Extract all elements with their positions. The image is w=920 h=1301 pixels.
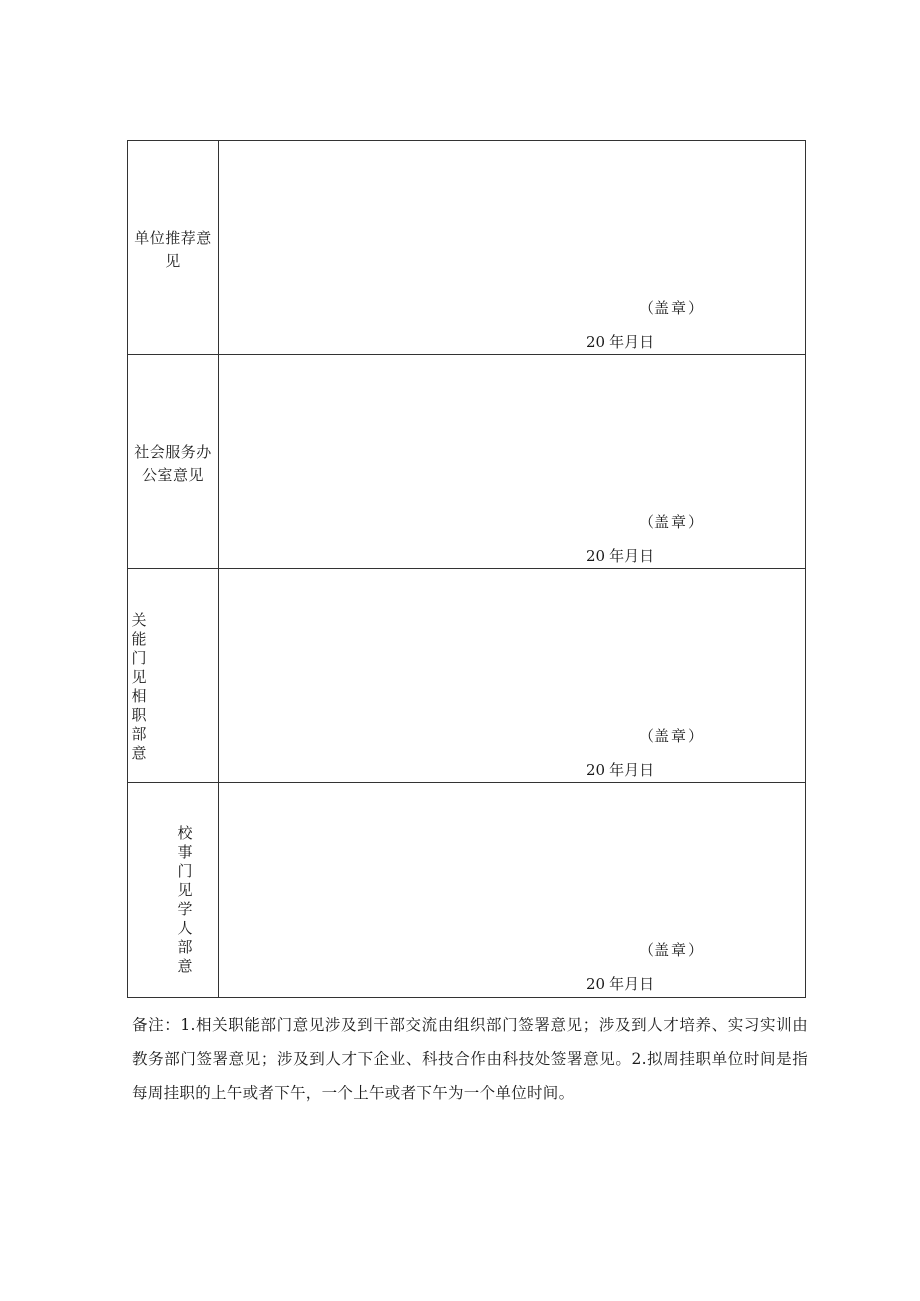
date-unit-month: 月 (624, 333, 640, 351)
date-unit-year: 年 (609, 975, 625, 993)
opinion-content-area[interactable] (219, 355, 806, 568)
seal-text: 盖章 (654, 299, 689, 317)
row-label (130, 441, 216, 487)
seal-text: 盖章 (654, 941, 689, 959)
label-char: 部 (131, 725, 147, 743)
opinion-form-table (127, 140, 806, 998)
date-year: 20 (586, 761, 606, 779)
label-char: 见 (131, 668, 147, 686)
date-unit-month: 月 (624, 761, 640, 779)
label-char: 门 (131, 649, 147, 667)
label-line: 公室意见 (141, 466, 204, 484)
label-char: 相 (131, 687, 147, 705)
form-row-unit-recommendation (128, 141, 806, 355)
label-line: 见 (165, 252, 181, 270)
label-char: 人 (177, 919, 193, 937)
row-label-vertical (129, 611, 149, 763)
label-char: 学 (177, 900, 193, 918)
form-row-functional-departments (128, 569, 806, 783)
opinion-content-area[interactable] (219, 569, 806, 782)
date-unit-day: 日 (639, 975, 655, 993)
seal-paren-close: ） (688, 727, 704, 745)
date-year: 20 (586, 547, 606, 565)
opinion-content-area[interactable] (219, 783, 806, 997)
seal-note (639, 939, 703, 960)
label-line: 单位推荐意 (134, 229, 212, 247)
date-unit-month: 月 (624, 975, 640, 993)
label-line: 社会服务办 (134, 443, 212, 461)
seal-paren-close: ） (688, 941, 704, 959)
row-label-cell (128, 355, 219, 568)
date-line (586, 545, 654, 566)
opinion-content-area[interactable] (219, 141, 806, 354)
seal-text: 盖章 (654, 727, 689, 745)
seal-paren-open: （ (639, 299, 655, 317)
label-char: 能 (131, 630, 147, 648)
seal-paren-close: ） (688, 299, 704, 317)
date-unit-day: 日 (639, 547, 655, 565)
date-line (586, 331, 654, 352)
label-char: 校 (177, 824, 193, 842)
row-label-cell (128, 569, 219, 782)
row-label-vertical (175, 824, 195, 976)
date-year: 20 (586, 333, 606, 351)
date-unit-year: 年 (609, 547, 625, 565)
remarks-paragraph: 备注：1.相关职能部门意见涉及到干部交流由组织部门签署意见；涉及到人才培养、实习实训由教务部门签署意见；涉及到人才下企业、科技合作由科技处签署意见。2.拟周挂职单位时间是指每周挂职的上午或者下午，一个上午或者下午为一个单位时间。 (132, 1016, 808, 1102)
date-unit-month: 月 (624, 547, 640, 565)
date-line (586, 759, 654, 780)
date-year: 20 (586, 975, 606, 993)
date-unit-day: 日 (639, 333, 655, 351)
form-row-social-service-office (128, 355, 806, 569)
label-char: 门 (177, 862, 193, 880)
form-row-school-personnel (128, 783, 806, 998)
row-label-cell (128, 783, 219, 997)
row-label (130, 227, 216, 273)
seal-paren-close: ） (688, 513, 704, 531)
label-char: 意 (131, 744, 147, 762)
label-char: 关 (131, 611, 147, 629)
label-char: 见 (177, 881, 193, 899)
seal-note (639, 297, 703, 318)
date-unit-year: 年 (609, 333, 625, 351)
date-unit-day: 日 (639, 761, 655, 779)
label-char: 意 (177, 957, 193, 975)
date-unit-year: 年 (609, 761, 625, 779)
seal-paren-open: （ (639, 513, 655, 531)
label-char: 部 (177, 938, 193, 956)
seal-text: 盖章 (654, 513, 689, 531)
date-line (586, 973, 654, 994)
label-char: 职 (131, 706, 147, 724)
seal-paren-open: （ (639, 941, 655, 959)
row-label-cell (128, 141, 219, 354)
label-char: 事 (177, 843, 193, 861)
seal-paren-open: （ (639, 727, 655, 745)
seal-note (639, 725, 703, 746)
seal-note (639, 511, 703, 532)
